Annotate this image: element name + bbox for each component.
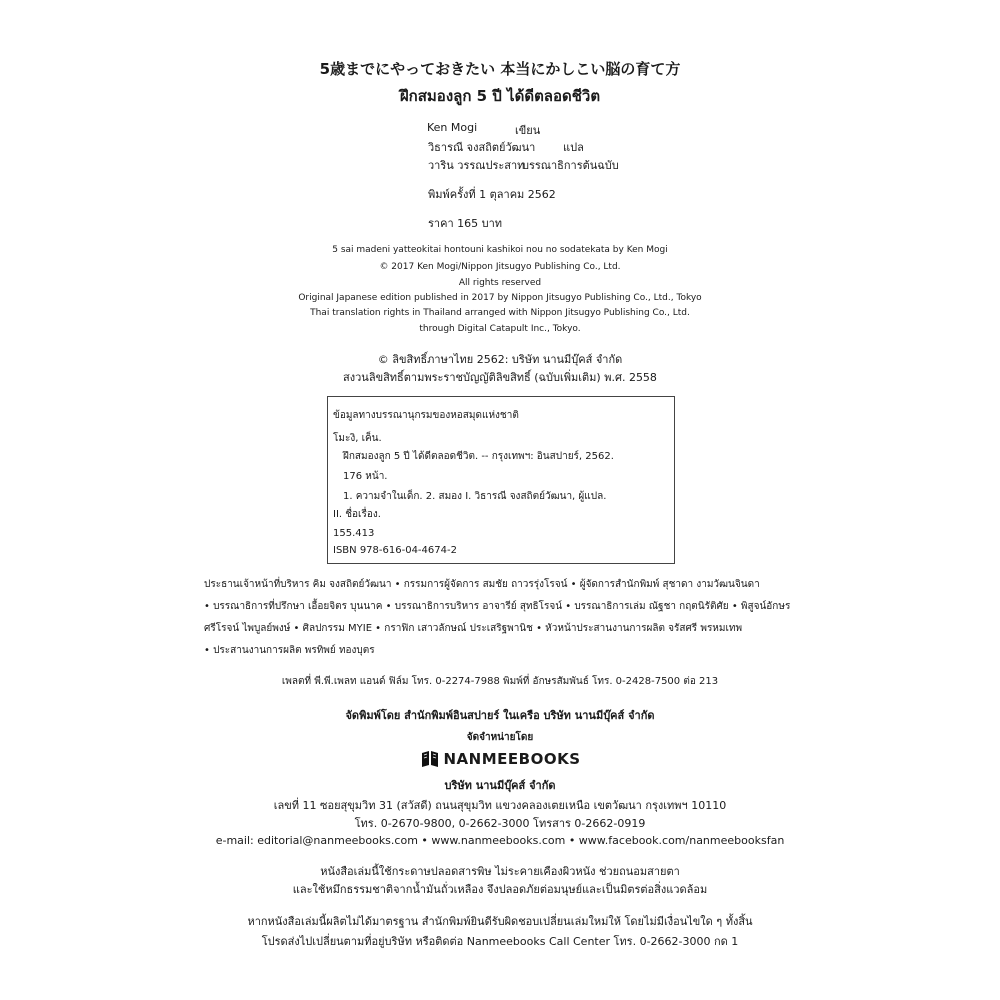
thai-copyright-line: © ลิขสิทธิ์ภาษาไทย 2562: บริษัท นานมีบุ๊คส์ จำกัด [377, 353, 623, 366]
thai-title: ฝึกสมองลูก 5 ปี ได้ดีตลอดชีวิต [399, 87, 601, 105]
catalog-series: II. ชื่อเรื่อง. [333, 509, 381, 520]
agency-line: through Digital Catapult Inc., Tokyo. [419, 324, 581, 334]
author-name: Ken Mogi [427, 121, 478, 134]
staff-line: • บรรณาธิการที่ปรึกษา เอื้อยจิตร บุนนาค • บรรณาธิการบริหาร อาจารีย์ สุทธิโรจน์ • บรรณาธิการเล่ม ณัฐชา กฤตนิรัติศัย • พิสูจน์อักษร [204, 601, 791, 612]
original-title-line: 5 sai madeni yatteokitai hontouni kashikoi nou no sodatekata by Ken Mogi [332, 245, 668, 255]
staff-line: ศรีโรจน์ ไพบูลย์พงษ์ • ศิลปกรรม MYIE • กราฟิก เสาวลักษณ์ ประเสริฐพานิช • หัวหน้าประสานงานการผลิต จรัสศรี พรหมเทพ [204, 623, 743, 634]
catalog-isbn: ISBN 978-616-04-4674-2 [333, 545, 457, 556]
publisher-logo [0, 750, 1000, 772]
company-name: บริษัท นานมีบุ๊คส์ จำกัด [444, 779, 556, 792]
company-address: เลขที่ 11 ซอยสุขุมวิท 31 (สวัสดี) ถนนสุขุมวิท แขวงคลองเตยเหนือ เขตวัฒนา กรุงเทพฯ 10110 [273, 799, 727, 812]
publisher-line: จัดพิมพ์โดย สำนักพิมพ์อินสปายร์ ในเครือ บริษัท นานมีบุ๊คส์ จำกัด [345, 709, 655, 722]
translation-rights-line: Thai translation rights in Thailand arranged with Nippon Jitsugyo Publishing Co., Ltd. [310, 308, 690, 318]
catalog-pages: 176 หน้า. [343, 471, 388, 482]
translator-name: วิธารณี จงสถิตย์วัฒนา [428, 141, 536, 154]
defect-note-line: โปรดส่งไปเปลี่ยนตามที่อยู่บริษัท หรือติดต่อ Nanmeebooks Call Center โทร. 0-2662-3000 กด 1 [261, 935, 739, 948]
company-contact: e-mail: editorial@nanmeebooks.com • www.nanmeebooks.com • www.facebook.com/nanmeebooksfan [215, 834, 785, 847]
catalog-classification: 155.413 [333, 528, 375, 539]
translator-role: แปล [563, 141, 584, 154]
logo-wordmark: NANMEEBOOKS [443, 750, 581, 768]
thai-law-line: สงวนลิขสิทธิ์ตามพระราชบัญญัติลิขสิทธิ์ (ฉบับเพิ่มเติม) พ.ศ. 2558 [343, 371, 657, 384]
paper-note-line: และใช้หมึกธรรมชาติจากน้ำมันถั่วเหลือง จึงปลอดภัยต่อมนุษย์และเป็นมิตรต่อสิ่งแวดล้อม [292, 883, 708, 896]
cataloging-box [327, 396, 675, 564]
catalog-subjects: 1. ความจำในเด็ก. 2. สมอง I. วิธารณี จงสถิตย์วัฒนา, ผู้แปล. [343, 491, 607, 502]
defect-note-line: หากหนังสือเล่มนี้ผลิตไม่ได้มาตรฐาน สำนักพิมพ์ยินดีรับผิดชอบเปลี่ยนเล่มใหม่ให้ โดยไม่มีเงื่อนไขใด ๆ ทั้งสิ้น [247, 915, 753, 928]
catalog-title: ฝึกสมองลูก 5 ปี ได้ดีตลอดชีวิต. -- กรุงเทพฯ: อินสปายร์, 2562. [343, 451, 614, 462]
rights-reserved: All rights reserved [458, 278, 542, 288]
price: ราคา 165 บาท [428, 217, 503, 230]
distributor-label: จัดจำหน่ายโดย [466, 732, 534, 743]
copyright-line: © 2017 Ken Mogi/Nippon Jitsugyo Publishing Co., Ltd. [379, 262, 621, 272]
staff-line: ประธานเจ้าหน้าที่บริหาร คิม จงสถิตย์วัฒนา • กรรมการผู้จัดการ สมชัย ถาวรรุ่งโรจน์ • ผู้จัดการสำนักพิมพ์ สุชาดา งามวัฒนจินดา [204, 579, 760, 590]
catalog-heading: ข้อมูลทางบรรณานุกรมของหอสมุดแห่งชาติ [333, 410, 519, 421]
original-edition-line: Original Japanese edition published in 2017 by Nippon Jitsugyo Publishing Co., Ltd., Tokyo [298, 293, 702, 303]
edition-info: พิมพ์ครั้งที่ 1 ตุลาคม 2562 [428, 188, 556, 201]
author-role: เขียน [515, 124, 541, 137]
staff-line: • ประสานงานการผลิต พรทิพย์ ทองบุตร [204, 645, 375, 656]
editor-role: บรรณาธิการต้นฉบับ [522, 159, 619, 172]
editor-name: วาริน วรรณประสาท [428, 159, 525, 172]
catalog-author: โมะงิ, เค็น. [333, 433, 382, 444]
paper-note-line: หนังสือเล่มนี้ใช้กระดาษปลอดสารพิษ ไม่ระคายเคืองผิวหนัง ช่วยถนอมสายตา [320, 865, 680, 878]
book-stack-icon [420, 750, 440, 768]
japanese-title: 5歳までにやっておきたい 本当にかしこい脳の育て方 [319, 60, 681, 78]
company-phone: โทร. 0-2670-9800, 0-2662-3000 โทรสาร 0-2662-0919 [354, 817, 646, 830]
printing-info: เพลตที่ พี.พี.เพลท แอนด์ ฟิล์ม โทร. 0-2274-7988 พิมพ์ที่ อักษรสัมพันธ์ โทร. 0-2428-7500 ต่อ 213 [281, 676, 719, 687]
